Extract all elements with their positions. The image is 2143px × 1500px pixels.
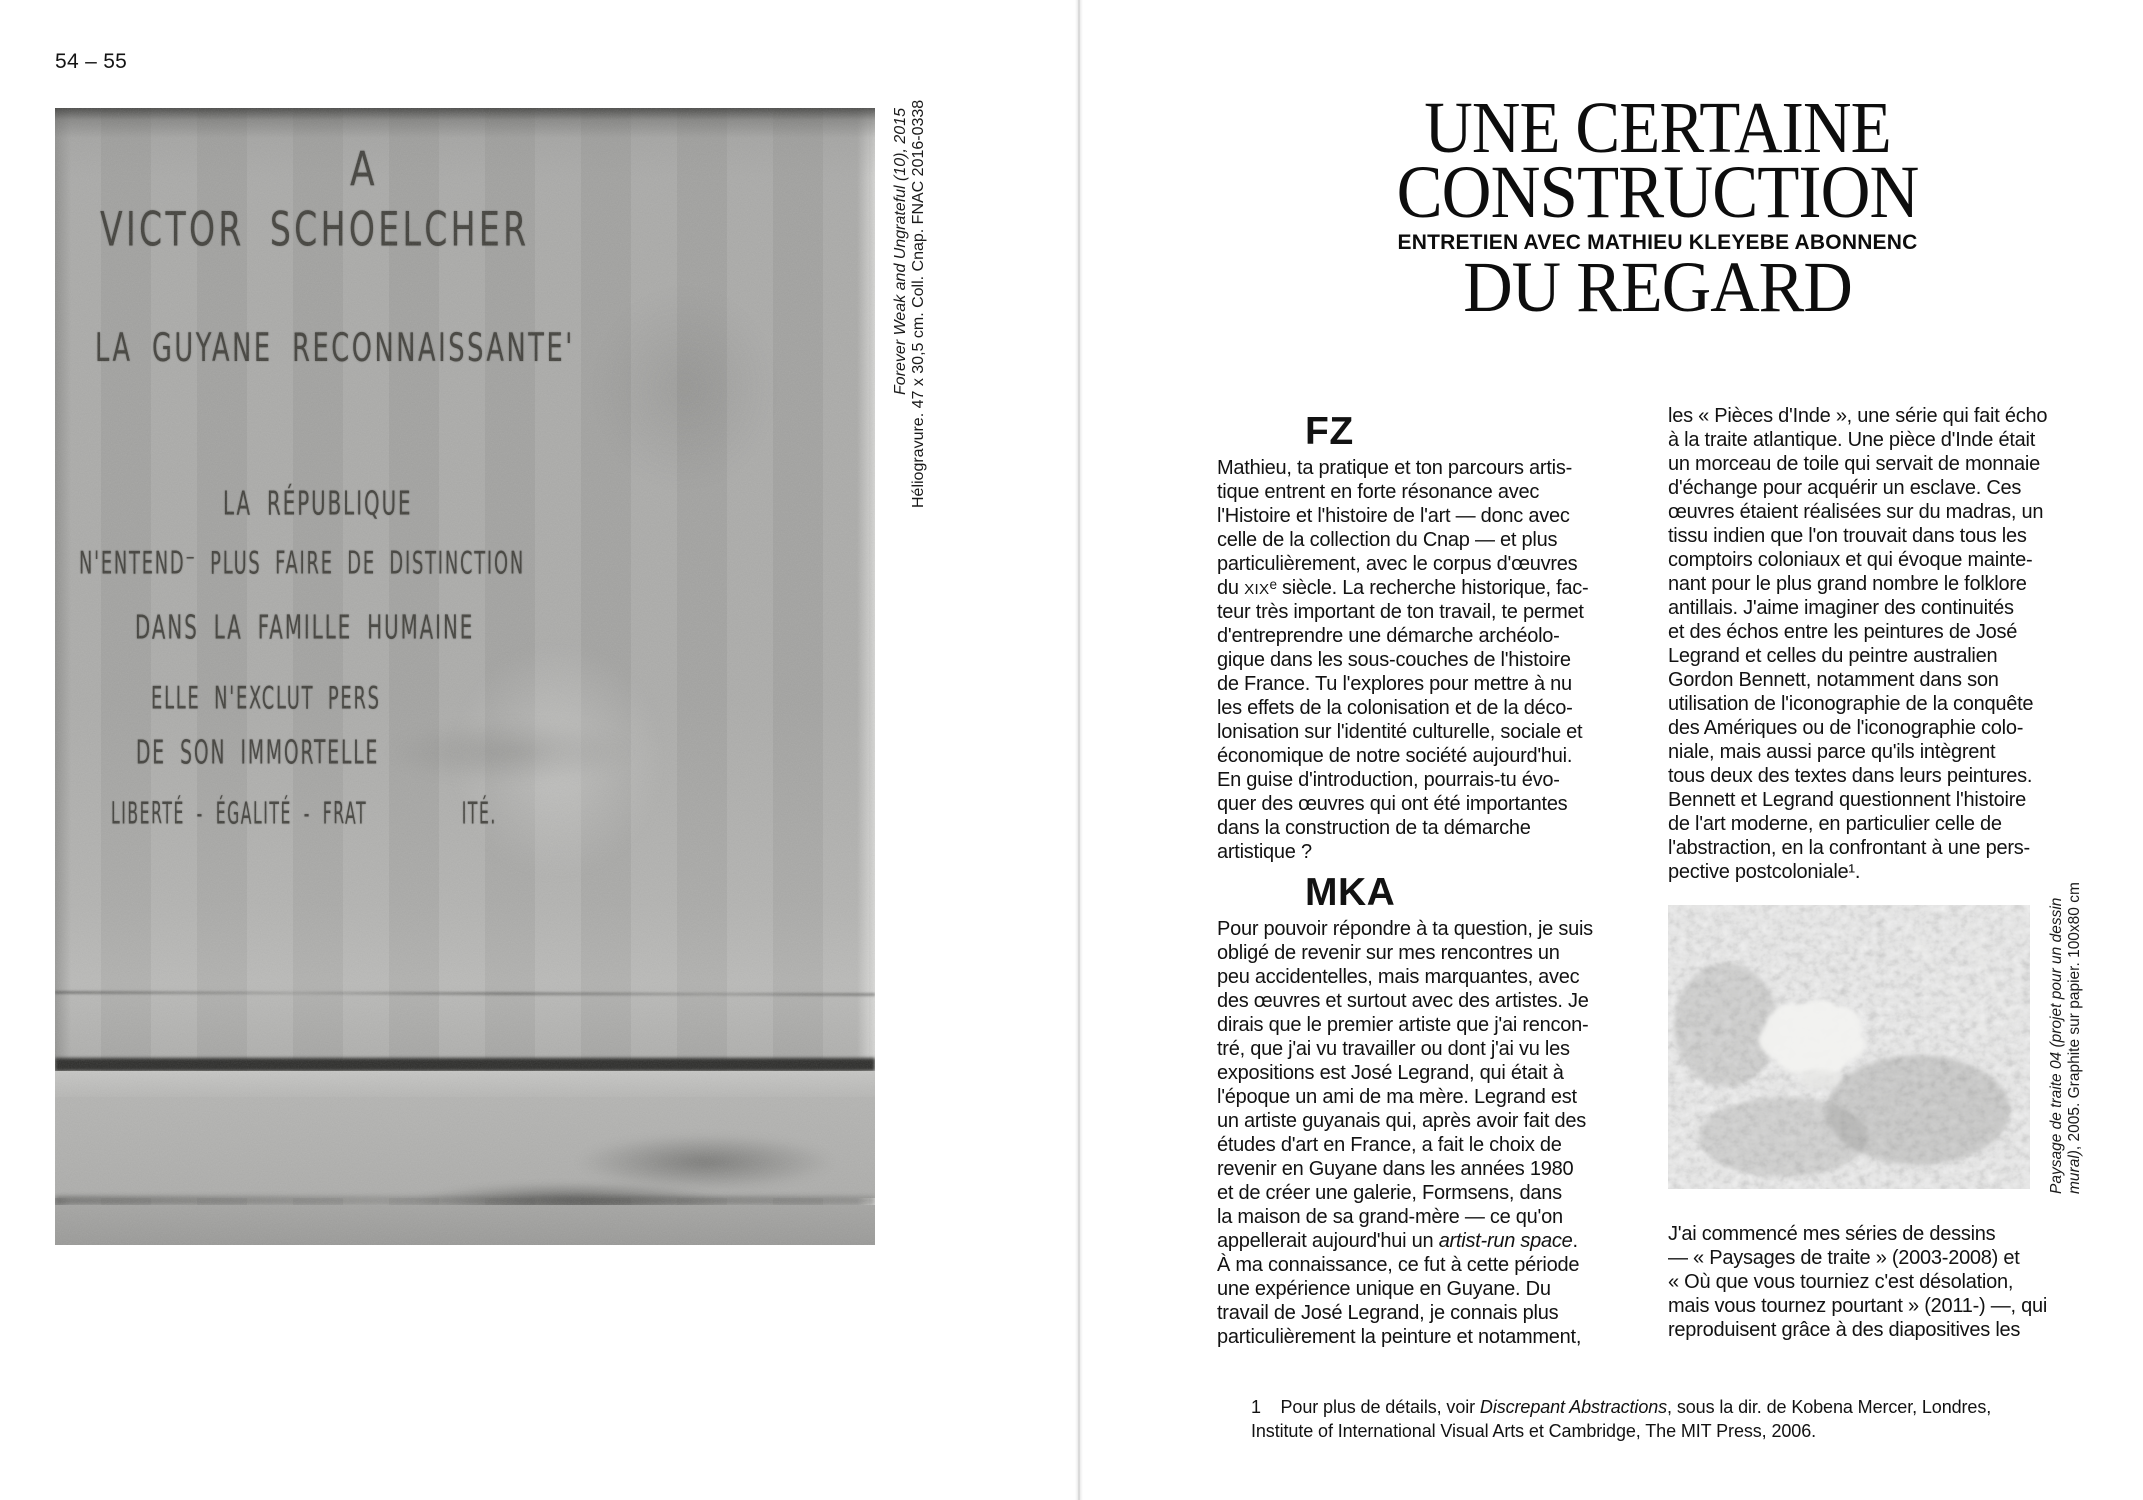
article-title-line2: CONSTRUCTION: [1396, 151, 1919, 234]
text-line: teur très important de ton travail, te permet: [1217, 601, 1584, 623]
text-line: Forever Weak and Ungrateful (10), 2015: [892, 108, 909, 395]
photo-grain-texture: [55, 108, 875, 1245]
text-line: particulièrement la peinture et notamment,: [1217, 1326, 1582, 1348]
article-title-line3: DU REGARD: [1463, 247, 1852, 327]
text-line: particulièrement, avec le corpus d'œuvres: [1217, 553, 1578, 575]
text-line: Paysage de traite 04 (projet pour un dessin: [2048, 897, 2065, 1194]
text-line: de l'art moderne, en particulier celle de: [1668, 813, 2002, 835]
text-line: quer des œuvres qui ont été importantes: [1217, 793, 1568, 815]
text-line: d'entreprendre une démarche archéolo-: [1217, 625, 1560, 647]
text-line: des œuvres et surtout avec des artistes. Je: [1217, 990, 1589, 1012]
page-number: 54 – 55: [55, 50, 128, 73]
text-line: À ma connaissance, ce fut à cette période: [1217, 1254, 1580, 1276]
speaker-label-fz: FZ: [1305, 410, 1354, 453]
text-line: niale, mais aussi parce qu'ils intègrent: [1668, 741, 1996, 763]
text-line: utilisation de l'iconographie de la conquête: [1668, 693, 2034, 715]
text-line: comptoirs coloniaux et qui évoque mainte-: [1668, 549, 2033, 571]
monument-photo: [55, 108, 875, 1245]
text-line: J'ai commencé mes séries de dessins: [1668, 1223, 1996, 1245]
text-line: travail de José Legrand, je connais plus: [1217, 1302, 1559, 1324]
graphite-drawing: [1668, 905, 2030, 1189]
photo-caption-rotated: [892, 99, 928, 508]
text-line: antillais. J'aime imaginer des continuités: [1668, 597, 2014, 619]
mka-answer-part1: [1217, 917, 1619, 1349]
text-line: Institute of International Visual Arts et Cambridge, The MIT Press, 2006.: [1251, 1420, 1817, 1441]
text-line: de France. Tu l'explores pour mettre à nu: [1217, 673, 1572, 695]
text-line: Legrand et celles du peintre australien: [1668, 645, 1998, 667]
text-line: Héliogravure. 47 x 30,5 cm. Coll. Cnap. FNAC 2016-0338: [910, 99, 927, 508]
speaker-label-mka: MKA: [1305, 871, 1396, 914]
text-line: Mathieu, ta pratique et ton parcours artis-: [1217, 457, 1572, 479]
text-line: appellerait aujourd'hui un artist-run space.: [1217, 1230, 1578, 1252]
figure-caption-rotated: [2048, 882, 2084, 1194]
text-line: Pour pouvoir répondre à ta question, je suis: [1217, 918, 1593, 940]
text-line: obligé de revenir sur mes rencontres un: [1217, 942, 1560, 964]
text-line: et de créer une galerie, Formsens, dans: [1217, 1182, 1562, 1204]
text-line: dans la construction de ta démarche: [1217, 817, 1531, 839]
text-line: un artiste guyanais qui, après avoir fait des: [1217, 1110, 1586, 1132]
text-line: l'Histoire et l'histoire de l'art — donc avec: [1217, 505, 1570, 527]
text-line: une expérience unique en Guyane. Du: [1217, 1278, 1551, 1300]
text-line: tous deux des textes dans leurs peintures.: [1668, 765, 2033, 787]
text-line: artistique ?: [1217, 841, 1312, 863]
article-title-block: [1215, 87, 2100, 327]
text-line: économique de notre société aujourd'hui.: [1217, 745, 1573, 767]
text-line: l'époque un ami de ma mère. Legrand est: [1217, 1086, 1577, 1108]
text-line: tique entrent en forte résonance avec: [1217, 481, 1540, 503]
text-line: peu accidentelles, mais marquantes, avec: [1217, 966, 1580, 988]
text-line: lonisation sur l'identité culturelle, sociale et: [1217, 721, 1583, 743]
text-line: et des échos entre les peintures de José: [1668, 621, 2018, 643]
text-line: d'échange pour acquérir un esclave. Ces: [1668, 477, 2022, 499]
text-line: études d'art en France, a fait le choix de: [1217, 1134, 1562, 1156]
text-line: les « Pièces d'Inde », une série qui fait écho: [1668, 405, 2048, 427]
text-line: nant pour le plus grand nombre le folklore: [1668, 573, 2027, 595]
text-line: Gordon Bennett, notamment dans son: [1668, 669, 1999, 691]
footnote: [1251, 1396, 2071, 1443]
text-line: tissu indien que l'on trouvait dans tous les: [1668, 525, 2027, 547]
text-line: « Où que vous tourniez c'est désolation,: [1668, 1271, 2014, 1293]
fz-question: [1217, 456, 1619, 864]
page-fold-divider: [1075, 0, 1083, 1500]
article-title-line1: UNE CERTAINE: [1424, 87, 1891, 168]
text-line: des Amériques ou de l'iconographie colo-: [1668, 717, 2024, 739]
text-line: la maison de sa grand-mère — ce qu'on: [1217, 1206, 1563, 1228]
article-subtitle: ENTRETIEN AVEC MATHIEU KLEYEBE ABONNENC: [1397, 231, 1918, 254]
interview-column-2: [1668, 404, 2070, 1342]
text-line: En guise d'introduction, pourrais-tu évo-: [1217, 769, 1560, 791]
text-line: expositions est José Legrand, qui était à: [1217, 1062, 1564, 1084]
text-line: celle de la collection du Cnap — et plus: [1217, 529, 1558, 551]
text-line: — « Paysages de traite » (2003-2008) et: [1668, 1247, 2020, 1269]
text-line: dirais que le premier artiste que j'ai rencon-: [1217, 1014, 1589, 1036]
text-line: revenir en Guyane dans les années 1980: [1217, 1158, 1574, 1180]
text-line: mural), 2005. Graphite sur papier. 100x80 cm: [2066, 882, 2083, 1194]
text-line: œuvres étaient réalisées sur du madras, un: [1668, 501, 2044, 523]
mka-answer-part3: [1668, 1222, 2070, 1342]
text-line: mais vous tournez pourtant » (2011-) —, qui: [1668, 1295, 2048, 1317]
text-line: pective postcoloniale¹.: [1668, 861, 1861, 883]
text-line: tré, que j'ai vu travailler ou dont j'ai vu les: [1217, 1038, 1570, 1060]
text-line: du XIXᵉ siècle. La recherche historique, fac-: [1217, 577, 1589, 599]
text-line: un morceau de toile qui servait de monnaie: [1668, 453, 2040, 475]
text-line: 1 Pour plus de détails, voir Discrepant Abstractions, sous la dir. de Kobena Mercer, Londres,: [1251, 1397, 1992, 1417]
text-line: les effets de la colonisation et de la déco-: [1217, 697, 1573, 719]
text-line: l'abstraction, en la confrontant à une pers-: [1668, 837, 2030, 859]
text-line: reproduisent grâce à des diapositives les: [1668, 1319, 2021, 1341]
interview-column-1: [1217, 412, 1619, 1349]
text-line: gique dans les sous-couches de l'histoire: [1217, 649, 1571, 671]
mka-answer-part2: [1668, 404, 2070, 884]
artwork-figure: [1668, 905, 2030, 1189]
text-line: Bennett et Legrand questionnent l'histoire: [1668, 789, 2027, 811]
text-line: à la traite atlantique. Une pièce d'Inde était: [1668, 429, 2036, 451]
